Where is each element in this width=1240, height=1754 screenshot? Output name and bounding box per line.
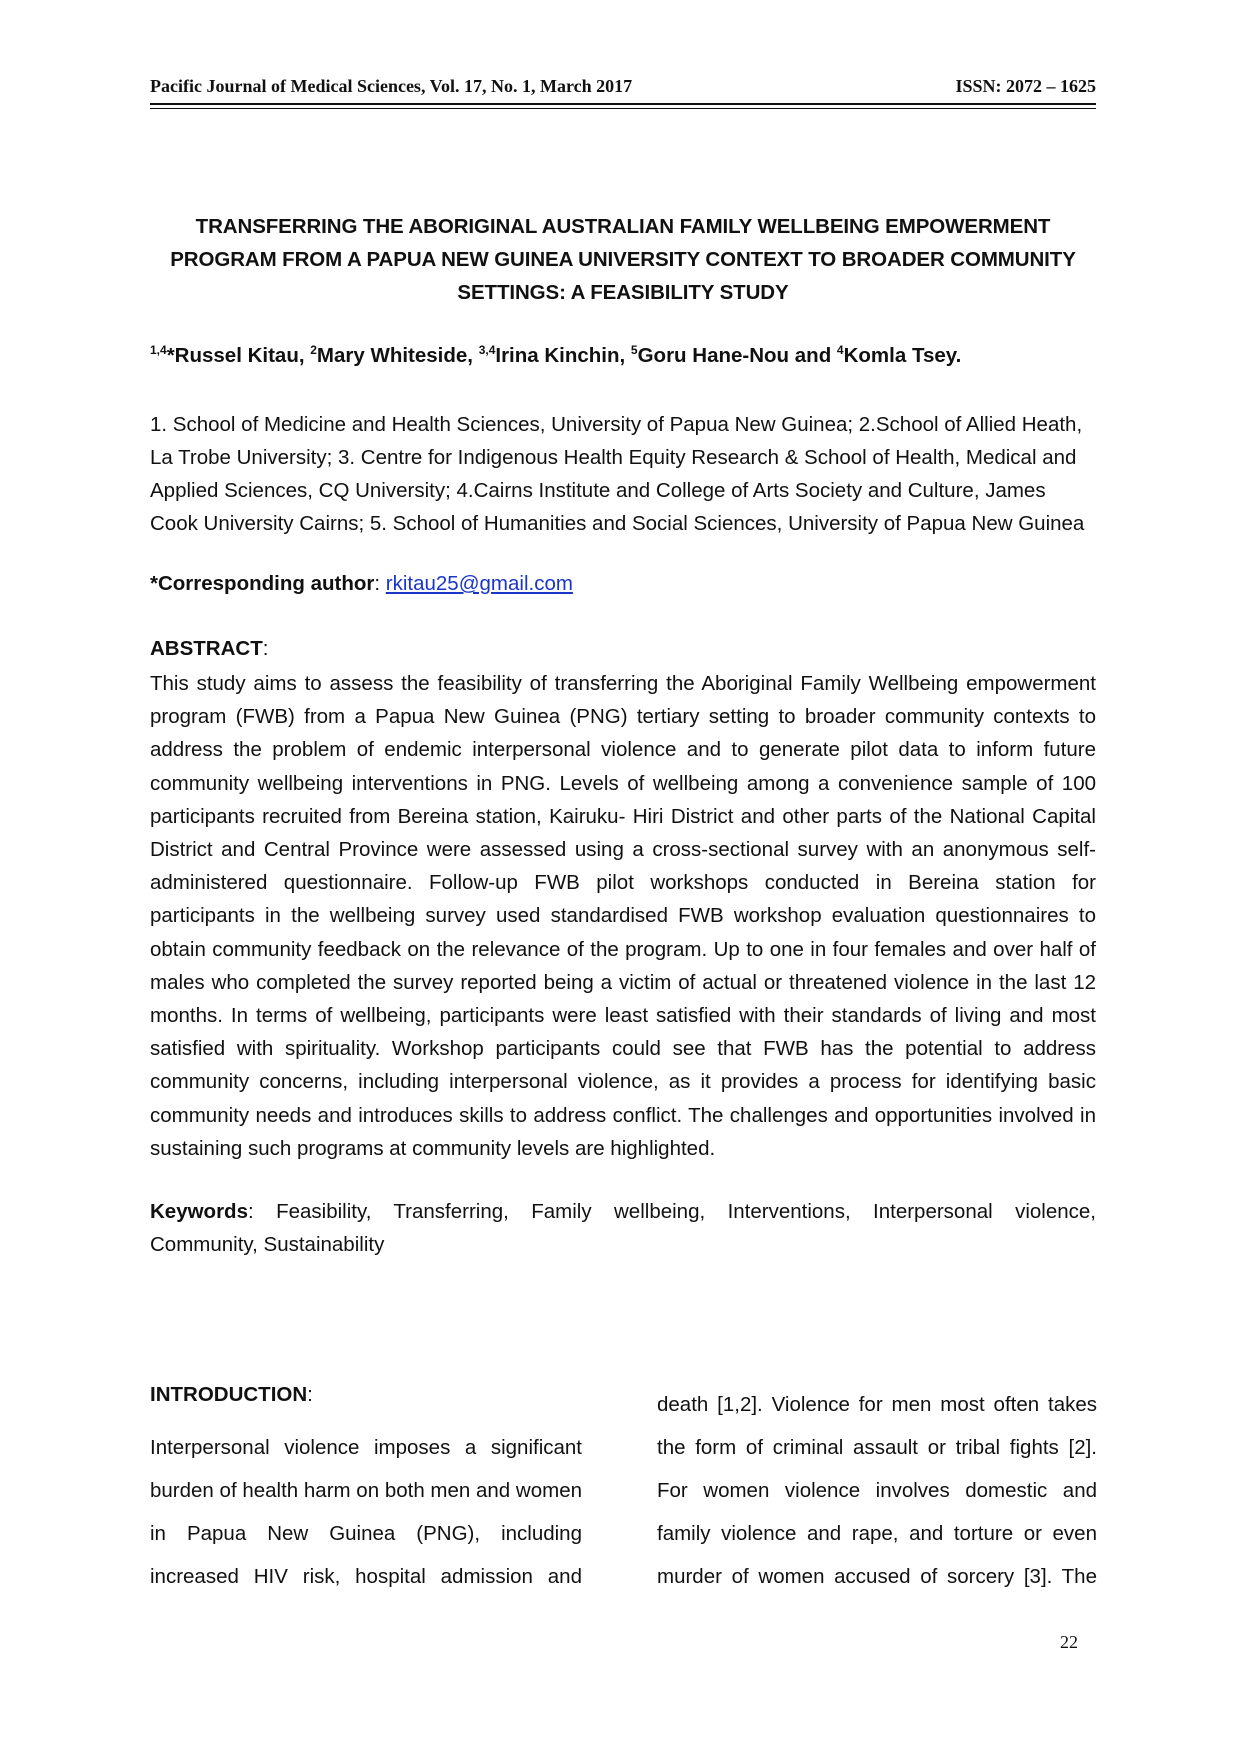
abstract-line: address the problem of endemic interpersonal violence and to generate pilot data to inform future	[150, 738, 1096, 762]
keywords-list: : Feasibility, Transferring, Family wellbeing, Interventions, Interpersonal violence,	[247, 1200, 1096, 1223]
abstract-line: community concerns, including interpersonal violence, as it provides a process for identifying basic	[150, 1070, 1096, 1094]
abstract-line: administered questionnaire. Follow-up FWB pilot workshops conducted in Bereina station for	[150, 871, 1096, 895]
intro-line: death [1,2]. Violence for men most often takes	[657, 1393, 1097, 1416]
introduction-right-column	[657, 1383, 1097, 1598]
author-affil-marker: 2	[310, 343, 317, 357]
introduction-heading-label: INTRODUCTION	[150, 1383, 308, 1406]
email-link[interactable]: rkitau25@gmail.com	[385, 572, 573, 595]
page-number: 22	[1060, 1632, 1078, 1652]
issn: ISSN: 2072 – 1625	[955, 76, 1096, 96]
intro-line: burden of health harm on both men and women	[150, 1479, 582, 1502]
corresponding-label: *Corresponding author	[150, 572, 375, 595]
abstract-line: This study aims to assess the feasibility of transferring the Aboriginal Family Wellbeing empowerment	[150, 672, 1096, 695]
introduction-heading	[150, 1383, 313, 1407]
affiliation-line: Cook University Cairns; 5. School of Humanities and Social Sciences, University of Papua New Guinea	[150, 512, 1085, 535]
author-name: Goru Hane-Nou and	[637, 344, 837, 367]
author-name: Mary Whiteside,	[316, 344, 479, 367]
author-affil-marker: 3,4	[478, 343, 496, 357]
author-affil-marker: 4	[836, 343, 844, 357]
intro-line: Interpersonal violence imposes a significant	[150, 1436, 582, 1459]
author-affil-marker: 5	[630, 343, 638, 357]
author-list	[150, 344, 1096, 368]
abstract-heading-label: ABSTRACT	[150, 637, 263, 660]
corresponding-sep: :	[374, 572, 386, 595]
abstract-line: months. In terms of wellbeing, participants were least satisfied with their standards of living and most	[150, 1004, 1096, 1028]
abstract-line: community needs and introduces skills to address conflict. The challenges and opportunities involved in	[150, 1103, 1096, 1127]
abstract-line: community wellbeing interventions in PNG. Levels of wellbeing among a convenience sample of 100	[150, 771, 1096, 795]
corresponding-author	[150, 572, 1096, 596]
intro-line: the form of criminal assault or tribal fights [2].	[657, 1436, 1097, 1459]
affiliation-line: 1. School of Medicine and Health Sciences, University of Papua New Guinea; 2.School of Allied Heath,	[150, 413, 1083, 436]
abstract-line: sustaining such programs at community levels are highlighted.	[150, 1136, 716, 1160]
abstract-line: participants recruited from Bereina station, Kairuku- Hiri District and other parts of the National Capital	[150, 804, 1096, 828]
abstract-line: District and Central Province were assessed using a cross-sectional survey with an anonymous self-	[150, 838, 1096, 862]
keywords	[150, 1195, 1096, 1261]
affiliation-line: Applied Sciences, CQ University; 4.Cairns Institute and College of Arts Society and Culture, James	[150, 479, 1046, 502]
header-rule	[150, 108, 1096, 109]
abstract-heading	[150, 637, 268, 661]
intro-line: For women violence involves domestic and	[657, 1479, 1097, 1502]
abstract-line: participants in the wellbeing survey used standardised FWB workshop evaluation questionnaires to	[150, 904, 1096, 928]
introduction-left-column	[150, 1426, 582, 1598]
affiliation-line: La Trobe University; 3. Centre for Indigenous Health Equity Research & School of Health, Medical and	[150, 446, 1077, 469]
affiliations	[150, 408, 1096, 540]
title-line: TRANSFERRING THE ABORIGINAL AUSTRALIAN FAMILY WELLBEING EMPOWERMENT	[195, 215, 1051, 238]
paper-title	[150, 210, 1096, 309]
keywords-label: Keywords	[150, 1200, 248, 1223]
intro-line: in Papua New Guinea (PNG), including	[150, 1522, 582, 1545]
journal-citation: Pacific Journal of Medical Sciences, Vol. 17, No. 1, March 2017	[150, 76, 633, 96]
author-affil-marker: 1,4	[150, 343, 167, 357]
author-name: Komla Tsey.	[843, 344, 962, 367]
author-name: *Russel Kitau,	[166, 344, 311, 367]
title-line: PROGRAM FROM A PAPUA NEW GUINEA UNIVERSITY CONTEXT TO BROADER COMMUNITY	[170, 248, 1076, 271]
keywords-line-2: Community, Sustainability	[150, 1233, 385, 1256]
abstract-body	[150, 667, 1096, 1165]
introduction-heading-colon: :	[307, 1383, 313, 1406]
title-line: SETTINGS: A FEASIBILITY STUDY	[457, 281, 789, 304]
running-header	[150, 76, 1096, 105]
intro-line: family violence and rape, and torture or even	[657, 1522, 1097, 1545]
abstract-line: program (FWB) from a Papua New Guinea (PNG) tertiary setting to broader community contexts to	[150, 705, 1096, 729]
intro-line: murder of women accused of sorcery [3]. The	[657, 1565, 1097, 1588]
abstract-line: obtain community feedback on the relevance of the program. Up to one in four females and over half of	[150, 937, 1096, 961]
abstract-line: males who completed the survey reported being a victim of actual or threatened violence in the last 12	[150, 970, 1096, 994]
intro-line: increased HIV risk, hospital admission and	[150, 1565, 582, 1588]
keywords-line	[150, 1195, 1096, 1228]
author-name: Irina Kinchin,	[495, 344, 631, 367]
abstract-line: satisfied with spirituality. Workshop participants could see that FWB has the potential to address	[150, 1037, 1096, 1061]
abstract-heading-colon: :	[262, 637, 269, 660]
